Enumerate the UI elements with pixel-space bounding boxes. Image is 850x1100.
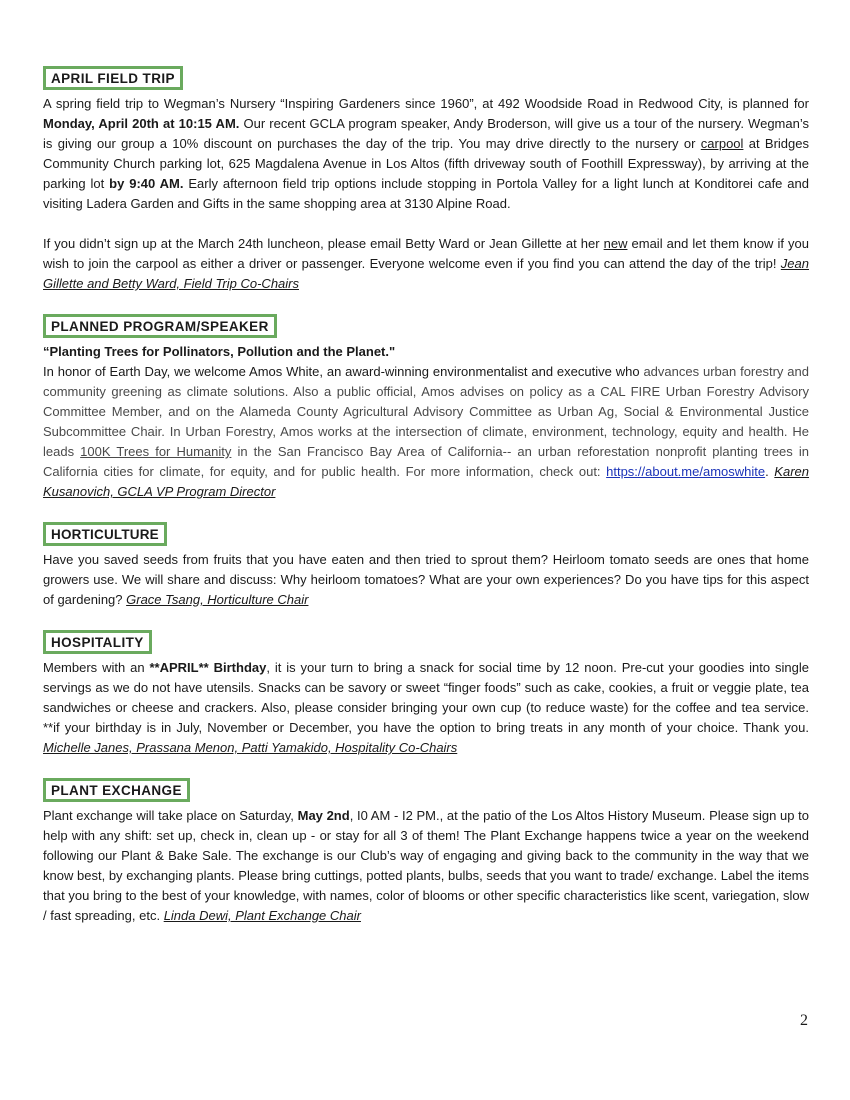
field-trip-text: A spring field trip to Wegman’s Nursery “Inspiring Gardeners since 1960”, at 492 Woodside Road in Redwood City, is planned for [43, 96, 809, 111]
plant-exchange-text: Plant exchange will take place on Saturday, [43, 808, 298, 823]
trees-for-humanity-text: 100K Trees for Humanity [80, 444, 232, 459]
horticulture-paragraph [43, 550, 809, 610]
program-paragraph [43, 362, 809, 502]
hospitality-paragraph [43, 658, 809, 758]
horticulture-signature: Grace Tsang, Horticulture Chair [126, 592, 309, 607]
horticulture-text: Have you saved seeds from fruits that you have eaten and then tried to sprout them? Heirloom tomato seeds are ones that home growers use. We will share and discuss: Why heirloom tomatoes? What are your own experiences? Do you have tips for this aspect of gardening? [43, 552, 809, 607]
field-trip-signature: Jean Gillette and Betty Ward, Field Trip Co-Chairs [43, 256, 809, 291]
newsletter-page [43, 66, 809, 946]
horticulture-heading: HORTICULTURE [43, 522, 167, 546]
new-text: new [603, 236, 628, 251]
hospitality-text: , it is your turn to bring a snack for social time by 12 noon. Pre-cut your goodies into single servings as we do not have utensils. Snacks can be savory or sweet “finger foods” such as cake, cookies, a fruit or veggie plate, tea sandwiches or cheese and crackers. Also, please consider bringing your own cup (to reduce waste) for the coffee and tea service. **if your birthday is in July, November or December, you have the option to bring treats in any month of your choice. Thank you. [43, 660, 809, 735]
plant-exchange-signature: Linda Dewi, Plant Exchange Chair [163, 908, 361, 923]
program-text: . [765, 464, 775, 479]
hospitality-signature: Michelle Janes, Prassana Menon, Patti Yamakido, Hospitality Co-Chairs [43, 740, 458, 755]
field-trip-paragraph-2 [43, 234, 809, 294]
horticulture-section [43, 522, 809, 610]
amos-white-link[interactable]: https://about.me/amoswhite [606, 464, 766, 479]
program-title: “Planting Trees for Pollinators, Pollution and the Planet." [43, 344, 396, 359]
page-number: 2 [800, 1012, 808, 1029]
plant-exchange-text: , I0 AM - I2 PM., at the patio of the Los Altos History Museum. Please sign up to help with any shift: set up, check in, clean up - or stay for all 3 of them! The Plant Exchange happens twice a year on the weekend following our Plant & Bake Sale. The exchange is our Club’s way of engaging and giving back to the community in the way that we know best, by exchanging plants. Please bring cuttings, potted plants, bulbs, seeds that you want to trade/ exchange. Label the items that you bring to the best of your knowledge, with names, color of blooms or other specific characteristics like scent, variegation, slow / fast spreading, etc. [43, 808, 810, 923]
field-trip-text: Our recent GCLA program speaker, Andy Broderson, will give us a tour of the nursery. Wegman’s is giving our group a 10% discount on purchases the day of the trip. You may drive directly to the nursery or [43, 116, 809, 151]
april-birthday-text: **APRIL** Birthday [149, 660, 267, 675]
field-trip-section [43, 66, 809, 294]
carpool-text: carpool [700, 136, 744, 151]
field-trip-paragraph-1 [43, 94, 809, 214]
program-text: in the San Francisco Bay Area of California-- an urban reforestation nonprofit planting trees in California cities for climate, for equity, and for public health. For more information, check out: [43, 444, 809, 479]
arrival-time: by 9:40 AM. [109, 176, 184, 191]
program-section [43, 314, 809, 502]
program-signature: Karen Kusanovich, GCLA VP Program Director [43, 464, 809, 499]
plant-exchange-heading: PLANT EXCHANGE [43, 778, 190, 802]
field-trip-heading: APRIL FIELD TRIP [43, 66, 183, 90]
program-heading: PLANNED PROGRAM/SPEAKER [43, 314, 277, 338]
field-trip-text: Early afternoon field trip options include stopping in Portola Valley for a light lunch at Konditorei cafe and visiting Ladera Garden and Gifts in the same shopping area at 3130 Alpine Road. [43, 176, 809, 211]
program-text: advances urban forestry and community greening as climate solutions. Also a public official, Amos advises on policy as a CAL FIRE Urban Forestry Advisory Committee Member, and on the Alameda County Agricultural Advisory Committee as Urban Ag, Social & Environmental Justice Subcommittee Chair. In Urban Forestry, Amos works at the intersection of climate, environment, technology, equity and health. He leads [43, 364, 809, 459]
plant-exchange-section [43, 778, 809, 926]
plant-exchange-paragraph [43, 806, 809, 926]
hospitality-text: Members with an [43, 660, 150, 675]
field-trip-date: Monday, April 20th at 10:15 AM. [43, 116, 240, 131]
field-trip-text: at Bridges Community Church parking lot, 625 Magdalena Avenue in Los Altos (fifth driveway south of Foothill Expressway), by arriving at the parking lot [43, 136, 809, 191]
hospitality-section [43, 630, 809, 758]
program-text: In honor of Earth Day, we welcome Amos White, an award-winning environmentalist and executive who [43, 364, 644, 379]
hospitality-heading: HOSPITALITY [43, 630, 152, 654]
field-trip-text: email and let them know if you wish to join the carpool as either a driver or passenger. Everyone welcome even if you find you can attend the day of the trip! [43, 236, 809, 271]
plant-exchange-date: May 2nd [297, 808, 350, 823]
field-trip-text: If you didn’t sign up at the March 24th luncheon, please email Betty Ward or Jean Gillette at her [43, 236, 604, 251]
